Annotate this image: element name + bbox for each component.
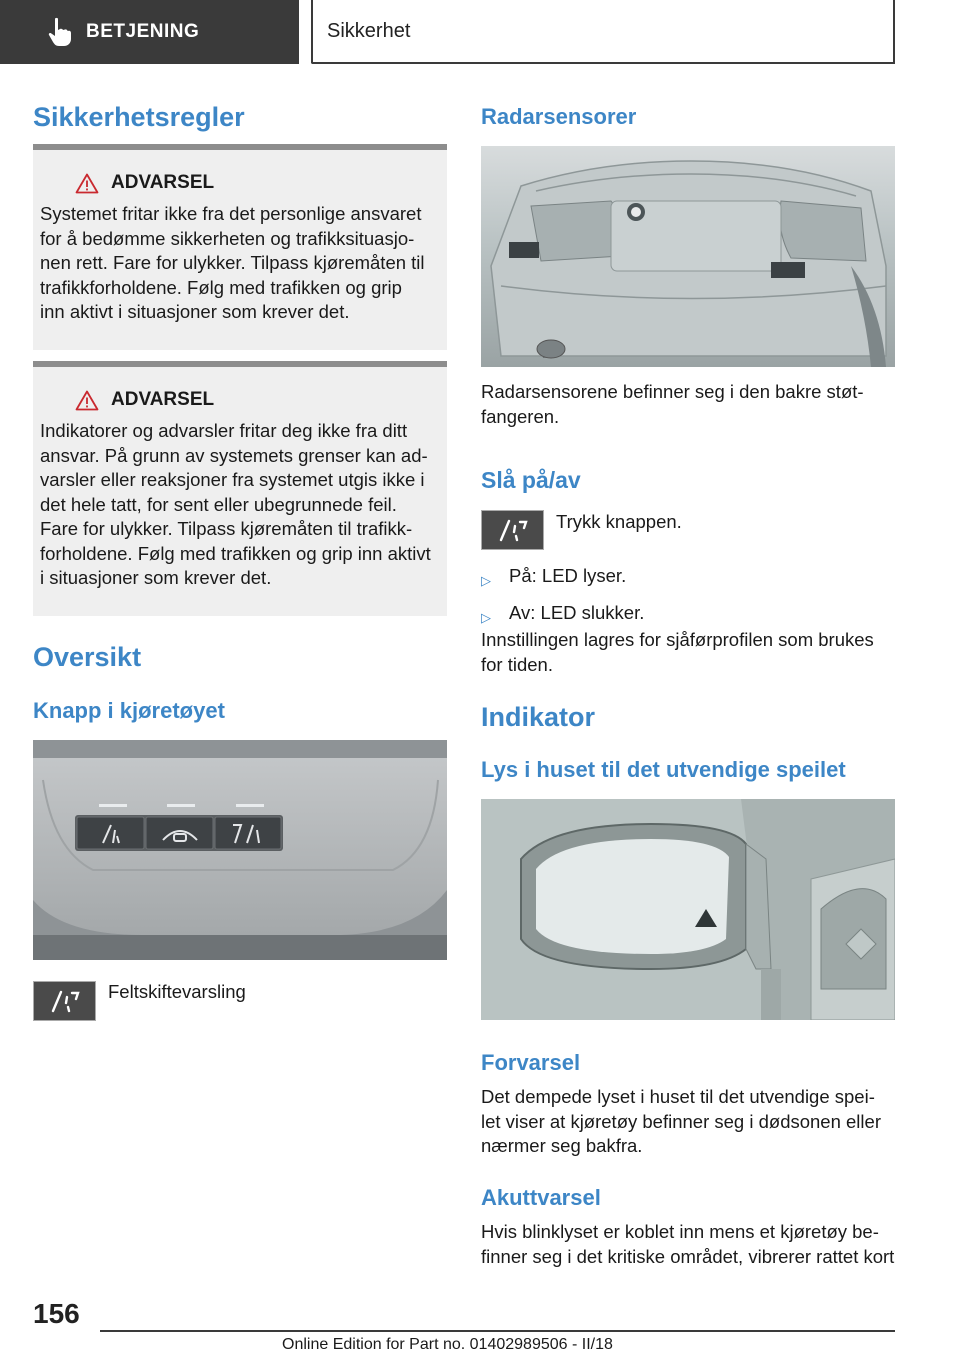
bullet-text: Av: LED slukker.	[509, 601, 645, 623]
onoff-heading: Slå på/av	[481, 467, 581, 493]
text-line: Innstillingen lagres for sjåførprofilen som brukes	[481, 629, 874, 650]
warning-box-2	[33, 361, 447, 616]
page-title: Sikkerhetsregler	[33, 102, 245, 132]
prewarn-heading: Forvarsel	[481, 1050, 581, 1075]
acute-heading: Akuttvarsel	[481, 1185, 601, 1210]
text-line: ansvar. På grunn av systemets grenser kan ad-	[40, 444, 428, 466]
text-line: Radarsensorene befinner seg i den bakre støt-	[481, 381, 864, 402]
text-line: for å bedømme sikkerheten og trafikksituasjo-	[40, 227, 415, 249]
button-panel-image	[33, 740, 447, 960]
bullet-triangle-icon: ▷	[481, 609, 491, 625]
text-line: Fare for ulykker. Tilpass kjøremåten til trafikk-	[40, 518, 413, 539]
warning-heading	[75, 172, 447, 194]
text-line: fangeren.	[481, 405, 560, 427]
text-line: inn aktivt i situasjoner som krever det.	[40, 301, 350, 322]
text-line: nærmer seg bakfra.	[481, 1135, 643, 1156]
warning-box-1	[33, 144, 447, 350]
radar-heading: Radarsensorer	[481, 104, 637, 129]
text-line: trafikkforholdene. Følg med trafikken og grip	[40, 276, 402, 298]
button-heading: Knapp i kjøretøyet	[33, 698, 225, 723]
warning-text	[40, 202, 437, 325]
mirror-heading: Lys i huset til det utvendige speilet	[481, 757, 846, 782]
text-line: forholdene. Følg med trafikken og grip inn aktivt	[40, 542, 431, 564]
side-mirror-image	[481, 799, 895, 1020]
text-line: Det dempede lyset i huset til det utvendige spei-	[481, 1086, 875, 1107]
list-item	[481, 564, 895, 594]
text-line: Indikatorer og advarsler fritar deg ikke fra ditt	[40, 420, 408, 441]
warning-title: ADVARSEL	[111, 172, 215, 193]
indicator-heading: Indikator	[481, 702, 596, 732]
text-line: varsler eller reaksjoner fra systemet utgis ikke i	[40, 469, 425, 490]
edition-text: Online Edition for Part no. 01402989506 - II/18	[282, 1336, 613, 1353]
rear-bumper-image	[481, 146, 895, 367]
lane-change-warning-button[interactable]	[33, 981, 96, 1021]
onoff-note	[481, 628, 874, 677]
chapter-label: BETJENING	[86, 21, 200, 42]
text-line: finner seg i det kritiske området, vibrerer rattet kort	[481, 1245, 895, 1267]
text-line: nen rett. Fare for ulykker. Tilpass kjøremåten til	[40, 252, 425, 273]
overview-heading: Oversikt	[33, 642, 142, 672]
radar-text	[481, 380, 864, 429]
bullet-triangle-icon: ▷	[481, 573, 491, 588]
text-line: i situasjoner som krever det.	[40, 567, 272, 588]
text-line: let viser at kjøretøy befinner seg i dødsonen eller	[481, 1110, 881, 1132]
text-line: Systemet fritar ikke fra det personlige ansvaret	[40, 203, 422, 224]
warning-text	[40, 419, 437, 591]
warning-heading	[75, 389, 447, 411]
bullet-text: På: LED lyser.	[509, 565, 627, 586]
warning-title: ADVARSEL	[111, 389, 215, 410]
chapter-tab[interactable]	[0, 0, 299, 64]
onoff-bullets	[481, 564, 895, 630]
acute-text	[481, 1220, 894, 1269]
section-header	[311, 0, 895, 64]
text-line: det hele tatt, for sent eller ubegrunnede feil.	[40, 493, 397, 515]
lane-change-toggle-button[interactable]	[481, 510, 544, 550]
onoff-instruction: Trykk knappen.	[556, 511, 682, 532]
footer-divider	[100, 1330, 895, 1332]
button-caption: Feltskiftevarsling	[108, 981, 246, 1002]
list-item	[481, 601, 895, 631]
lane-change-icon	[48, 989, 82, 1013]
text-line: for tiden.	[481, 653, 553, 675]
pointing-hand-icon	[40, 12, 80, 52]
warning-triangle-icon	[75, 390, 99, 411]
prewarn-text	[481, 1085, 881, 1159]
section-label: Sikkerhet	[327, 19, 411, 42]
page-number: 156	[33, 1298, 80, 1329]
text-line: Hvis blinklyset er koblet inn mens et kjøretøy be-	[481, 1221, 879, 1242]
lane-change-icon	[496, 518, 530, 542]
warning-triangle-icon	[75, 173, 99, 194]
